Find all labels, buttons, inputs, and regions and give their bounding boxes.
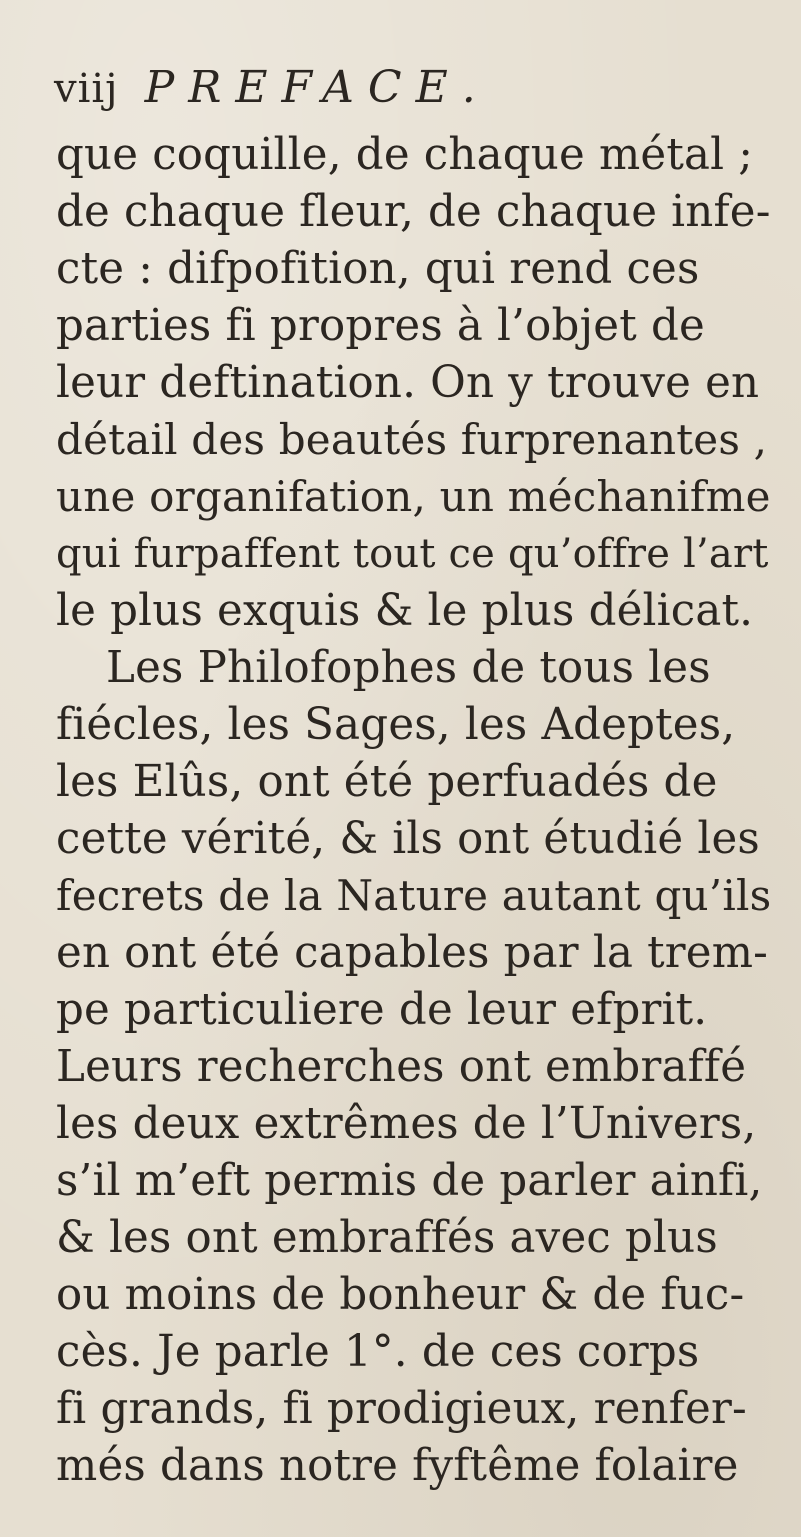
text-line: s’il m’eft permis de parler ainfi,: [56, 1156, 763, 1206]
text-line: & les ont embraffés avec plus: [56, 1213, 718, 1263]
text-line: pe particuliere de leur efprit.: [56, 985, 708, 1035]
text-line: qui furpaffent tout ce qu’offre l’art: [56, 531, 769, 577]
text-line: une organifation, un méchanifme: [56, 472, 771, 521]
text-line: fi grands, fi prodigieux, renfer-: [56, 1384, 747, 1434]
text-line: les deux extrêmes de l’Univers,: [56, 1099, 757, 1149]
text-line: leur deftination. On y trouve en: [56, 358, 760, 408]
text-line: cette vérité, & ils ont étudié les: [56, 814, 760, 864]
text-line: Leurs recherches ont embraffé: [56, 1042, 747, 1092]
text-line: parties fi propres à l’objet de: [56, 301, 705, 351]
text-line: cès. Je parle 1°. de ces corps: [56, 1327, 700, 1377]
text-line: més dans notre fyftême folaire: [56, 1441, 739, 1491]
text-line: fecrets de la Nature autant qu’ils: [56, 871, 772, 920]
text-line: cte : difpofition, qui rend ces: [56, 244, 700, 294]
text-line: fiécles, les Sages, les Adeptes,: [56, 700, 736, 750]
text-line: ou moins de bonheur & de fuc-: [56, 1270, 745, 1320]
text-line: que coquille, de chaque métal ;: [56, 130, 754, 180]
text-line: le plus exquis & le plus délicat.: [56, 586, 754, 636]
text-line: détail des beautés furprenantes ,: [56, 415, 768, 464]
page-number: viij: [54, 66, 119, 112]
page-header: [54, 62, 490, 122]
paragraph-start-line: Les Philofophes de tous les: [106, 643, 711, 693]
text-line: en ont été capables par la trem-: [56, 928, 769, 978]
text-line: les Elûs, ont été perfuadés de: [56, 757, 718, 807]
running-title: PREFACE.: [144, 62, 490, 113]
text-line: de chaque fleur, de chaque infe-: [56, 187, 771, 237]
